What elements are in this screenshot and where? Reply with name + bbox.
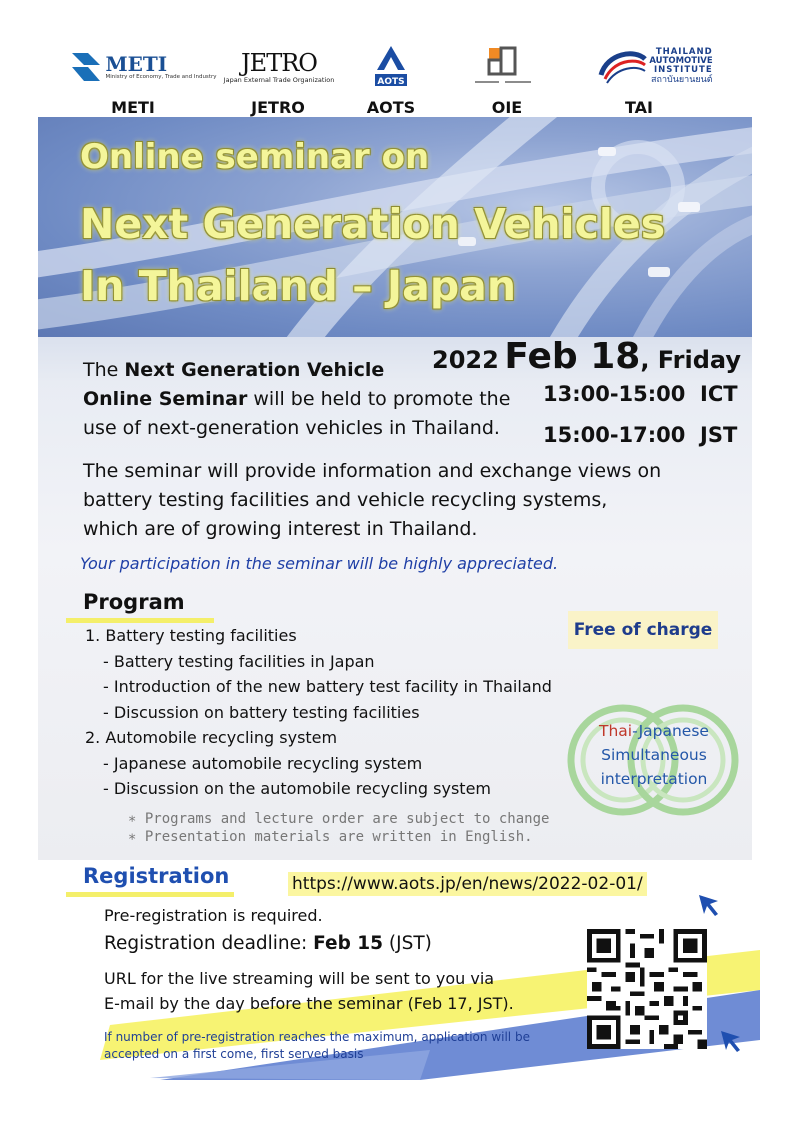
intro-paragraph-1 [83,356,533,443]
date-day: , Friday [640,346,742,374]
meti-wordmark: METI [105,52,168,76]
appreciation-text: Your participation in the seminar will be highly appreciated. [80,554,559,573]
time-ict: 13:00-15:00 ICT [543,382,738,406]
date-main: Feb 18 [504,336,641,377]
aots-logo [368,42,414,92]
intro-p1a: The [83,359,125,381]
cursor-arrow-icon [696,892,722,918]
date-year: 2022 [432,346,499,374]
aots-emblem-icon [371,44,411,90]
qr-code-icon [587,929,707,1049]
interp-line2: Simultaneous [601,746,707,764]
oie-emblem-icon [471,44,535,90]
logo-caption-jetro: JETRO [251,98,305,117]
streaming-line2: E-mail by the day before the seminar (Feb 17, JST). [104,994,514,1013]
meti-subtitle: Ministry of Economy, Trade and Industry [105,74,217,80]
interp-rest: -Japanese [632,722,709,740]
svg-text:AOTS: AOTS [377,77,405,87]
interp-thai: Thai [599,722,633,740]
tai-swoosh-icon [597,47,647,87]
intro-p2-l2: battery testing facilities and vehicle recycling systems, [83,489,608,511]
program-notes [128,810,578,846]
tai-thai: สถาบันยานยนต์ [651,75,713,85]
intro-p2-l1: The seminar will provide information and exchange views on [83,460,662,482]
registration-url-link[interactable]: https://www.aots.jp/en/news/2022-02-01/ [288,872,647,896]
intro-p2-l3: which are of growing interest in Thailand. [83,518,478,540]
jetro-logo [222,42,336,92]
program-item: - Introduction of the new battery test facility in Thailand [103,677,552,696]
logo-caption-tai: TAI [624,98,653,117]
meti-emblem-icon [70,49,102,85]
hero-title-line3: In Thailand – Japan [80,262,517,310]
capacity-line2: accepted on a first come, first served basis [104,1047,364,1061]
registration-underline [66,892,234,897]
tai-line1: THAILAND [655,47,713,57]
capacity-note [104,1029,530,1063]
program-note: ∗ Programs and lecture order are subject to change [128,811,550,827]
intro-p1d: will be held to promote the [247,388,511,410]
hero-title-line2: Next Generation Vehicles [80,200,666,248]
deadline-text [104,933,432,954]
streaming-info [104,966,514,1016]
jetro-subtitle: Japan External Trade Organization [223,76,335,84]
deadline-label: Registration deadline: [104,933,314,954]
registration-qr-code[interactable] [587,929,707,1049]
streaming-line1: URL for the live streaming will be sent to you via [104,969,495,988]
logo-caption-oie: OIE [491,98,523,117]
program-item: 2. Automobile recycling system [85,728,338,747]
oie-logo [468,42,538,92]
program-item: - Discussion on the automobile recycling system [103,779,491,798]
deadline-date: Feb 15 [313,933,384,954]
intro-p1b: Next Generation Vehicle [124,359,385,381]
tai-line2: AUTOMOTIVE [649,56,713,66]
tai-line3: INSTITUTE [653,65,713,75]
registration-heading: Registration [83,864,230,888]
cursor-arrow-icon [718,1028,744,1054]
intro-paragraph-2 [83,457,733,544]
pre-registration-text: Pre-registration is required. [104,906,323,925]
capacity-line1: If number of pre-registration reaches the maximum, application will be [104,1030,530,1044]
program-item: - Japanese automobile recycling system [103,753,423,773]
logo-row [0,42,794,122]
program-item: - Battery testing facilities in Japan [103,651,375,671]
time-jst: 15:00-17:00 JST [543,423,738,447]
interpretation-label [583,719,725,791]
meti-logo [68,42,218,92]
logo-caption-meti: METI [111,98,155,117]
interp-line3: interpretation [600,770,708,788]
program-note: ∗ Presentation materials are written in English. [128,829,533,845]
program-heading: Program [83,590,185,614]
intro-p1c: Online Seminar [83,388,248,410]
program-item: 1. Battery testing facilities [85,626,297,645]
free-of-charge-badge: Free of charge [568,611,718,649]
program-item: - Discussion on battery testing facilities [103,702,420,722]
tai-logo [590,42,720,92]
intro-p1e: use of next-generation vehicles in Thailand. [83,417,500,439]
hero-title-line1: Online seminar on [80,137,430,177]
program-list [85,623,605,802]
jetro-wordmark: JETRO [241,49,317,77]
deadline-tz: (JST) [383,933,432,954]
logo-caption-aots: AOTS [366,98,416,117]
